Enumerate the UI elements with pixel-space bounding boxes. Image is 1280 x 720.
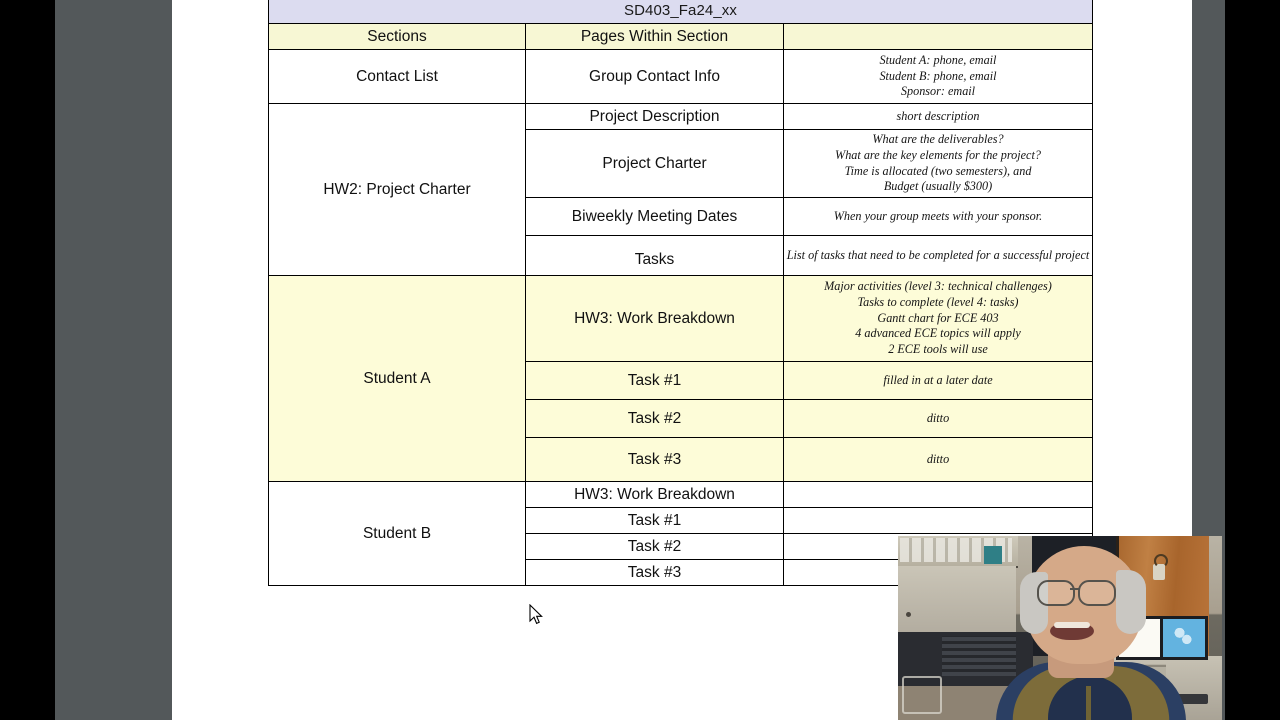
note-line: Budget (usually $300) bbox=[883, 179, 993, 194]
page-label-task-2-a: Task #2 bbox=[526, 400, 784, 438]
notes-cell bbox=[784, 50, 1093, 104]
notes-cell bbox=[784, 236, 1093, 276]
teal-box bbox=[984, 546, 1002, 564]
page-label-group-contact-info: Group Contact Info bbox=[526, 50, 784, 104]
section-label-student-a: Student A bbox=[269, 276, 526, 482]
monitor-right-content bbox=[1170, 624, 1194, 646]
person-teeth bbox=[1054, 622, 1090, 628]
section-label-contact-list: Contact List bbox=[269, 50, 526, 104]
note-line: filled in at a later date bbox=[883, 372, 993, 387]
eyeglasses-left-lens bbox=[1037, 580, 1075, 606]
mouse-cursor-icon bbox=[529, 604, 543, 625]
column-header-pages: Pages Within Section bbox=[526, 24, 784, 50]
chair bbox=[902, 676, 942, 714]
page-label-hw3-work-breakdown-b: HW3: Work Breakdown bbox=[526, 482, 784, 508]
page-label-task-1-a: Task #1 bbox=[526, 362, 784, 400]
equipment-rack bbox=[942, 636, 1016, 676]
note-line: Tasks to complete (level 4: tasks) bbox=[857, 294, 1019, 309]
section-label-student-b: Student B bbox=[269, 482, 526, 586]
note-line: ditto bbox=[926, 410, 950, 425]
page-label-task-3-b: Task #3 bbox=[526, 560, 784, 586]
page-label-task-1-b: Task #1 bbox=[526, 508, 784, 534]
table-header-row bbox=[269, 24, 1093, 50]
note-line: ditto bbox=[926, 451, 950, 466]
note-line: What are the deliverables? bbox=[872, 132, 1004, 147]
note-line: Gantt chart for ECE 403 bbox=[877, 310, 999, 325]
notes-cell bbox=[784, 276, 1093, 362]
note-line: Student B: phone, email bbox=[879, 68, 997, 83]
page-label-project-charter: Project Charter bbox=[526, 130, 784, 198]
page-label-hw3-work-breakdown-a: HW3: Work Breakdown bbox=[526, 276, 784, 362]
table-row bbox=[269, 276, 1093, 362]
note-line: short description bbox=[896, 108, 980, 123]
viewer-backdrop-left bbox=[55, 0, 172, 720]
page-label-task-3-a: Task #3 bbox=[526, 438, 784, 482]
notes-cell bbox=[784, 400, 1093, 438]
hair-right bbox=[1116, 570, 1146, 634]
note-line: When your group meets with your sponsor. bbox=[833, 208, 1043, 223]
jacket-zipper bbox=[1086, 686, 1091, 720]
note-line: What are the key elements for the project? bbox=[835, 147, 1041, 162]
eyeglasses-right-lens bbox=[1078, 580, 1116, 606]
project-structure-table bbox=[268, 0, 1093, 586]
page-label-task-2-b: Task #2 bbox=[526, 534, 784, 560]
door-hook-icon bbox=[1154, 554, 1168, 568]
notes-cell bbox=[784, 438, 1093, 482]
document-title: SD403_Fa24_xx bbox=[269, 0, 1093, 24]
column-header-sections: Sections bbox=[269, 24, 526, 50]
note-line: Major activities (level 3: technical challenges) bbox=[824, 279, 1052, 294]
table-row bbox=[269, 104, 1093, 130]
page-label-tasks: Tasks bbox=[526, 236, 784, 276]
notes-cell bbox=[784, 508, 1093, 534]
note-line: 4 advanced ECE topics will apply bbox=[855, 326, 1021, 341]
cabinet-face bbox=[898, 566, 1016, 634]
page-label-biweekly-meeting-dates: Biweekly Meeting Dates bbox=[526, 198, 784, 236]
cabinet-knob bbox=[906, 612, 911, 617]
note-line: Sponsor: email bbox=[900, 84, 976, 99]
notes-cell bbox=[784, 362, 1093, 400]
notes-cell bbox=[784, 130, 1093, 198]
table-row bbox=[269, 482, 1093, 508]
notes-cell bbox=[784, 104, 1093, 130]
notes-cell bbox=[784, 198, 1093, 236]
note-line: Student A: phone, email bbox=[879, 52, 997, 67]
section-label-hw2-project-charter: HW2: Project Charter bbox=[269, 104, 526, 276]
note-line: List of tasks that need to be completed for a successful project bbox=[786, 247, 1090, 262]
column-header-notes bbox=[784, 24, 1093, 50]
notes-cell bbox=[784, 482, 1093, 508]
table-title-row bbox=[269, 0, 1093, 24]
note-line: Time is allocated (two semesters), and bbox=[844, 163, 1032, 178]
note-line: 2 ECE tools will use bbox=[888, 342, 988, 357]
webcam-overlay[interactable] bbox=[898, 536, 1222, 720]
eyeglasses-bridge bbox=[1070, 588, 1080, 590]
page-label-project-description: Project Description bbox=[526, 104, 784, 130]
table-row bbox=[269, 50, 1093, 104]
